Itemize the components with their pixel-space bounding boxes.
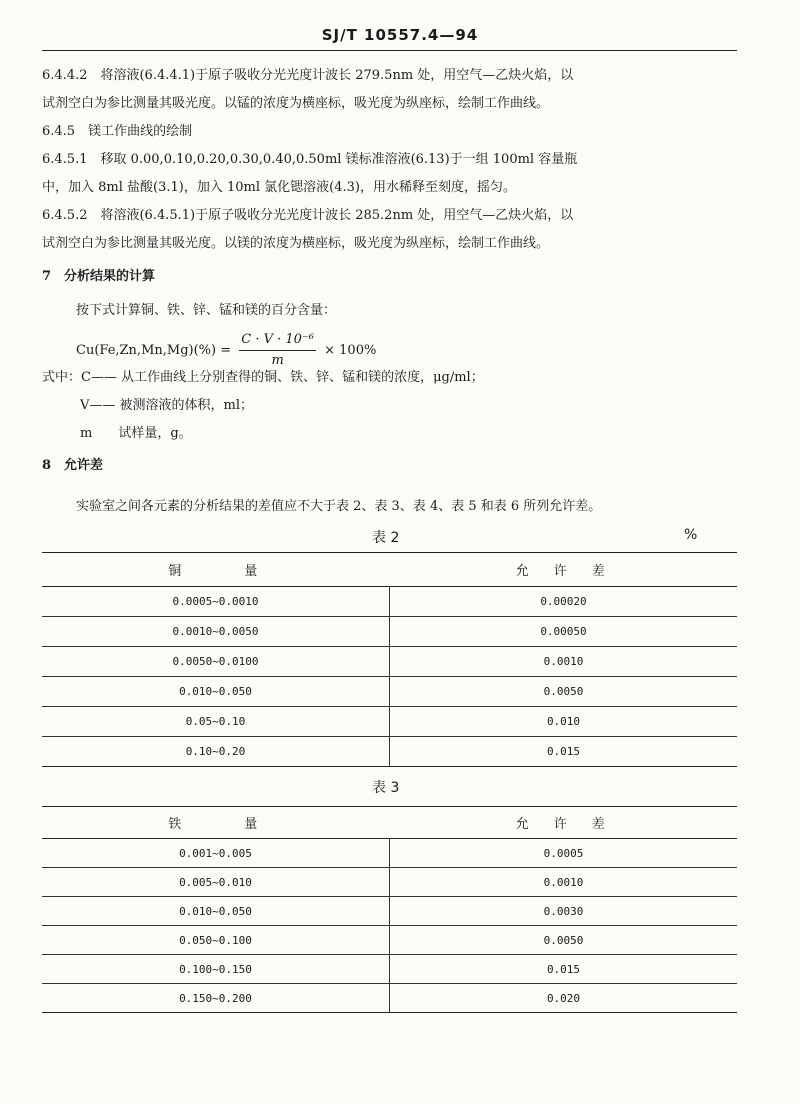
page-header: SJ/T 10557.4—94 (321, 26, 479, 44)
tolerance-cell: 0.010 (546, 715, 581, 728)
table-3-header-tolerance: 允 许 差 (515, 817, 611, 832)
table-row (42, 707, 737, 737)
formula-numerator: C · V · 10⁻⁶ (239, 330, 316, 351)
table-row (42, 737, 737, 767)
table-2-unit: % (684, 527, 698, 543)
tolerance-cell: 0.015 (546, 962, 581, 976)
tolerance-cell: 0.0030 (543, 904, 584, 918)
content-range-cell: 0.050~0.100 (42, 926, 390, 955)
tolerance-cell: 0.020 (546, 991, 581, 1005)
paragraph-6-4-4-2-cont: 试剂空白为参比测量其吸光度。以锰的浓度为横座标，吸光度为纵座标，绘制工作曲线。 (42, 96, 550, 111)
table-3-caption: 表 3 (372, 780, 400, 796)
paragraph-6-4-5-1-cont: 中，加入 8ml 盐酸(3.1)，加入 10ml 氯化锶溶液(4.3)，用水稀释至刻度，摇匀。 (42, 180, 516, 195)
table-row (42, 868, 737, 897)
tolerance-cell: 0.0010 (543, 655, 584, 668)
paragraph-6-4-5-1: 6.4.5.1 移取 0.00,0.10,0.20,0.30,0.40,0.50ml 镁标准溶液(6.13)于一组 100ml 容量瓶 (42, 152, 578, 167)
content-range-cell: 0.010~0.050 (42, 677, 390, 707)
content-range-cell: 0.0050~0.0100 (42, 647, 390, 677)
content-range-cell: 0.10~0.20 (42, 737, 390, 767)
table-2 (42, 552, 737, 767)
formula-where-m: m 试样量，g。 (80, 426, 192, 441)
formula-denominator: m (271, 353, 284, 368)
table-row (42, 926, 737, 955)
table-2-header-content: 铜 量 (168, 564, 264, 579)
heading-6-4-5: 6.4.5 镁工作曲线的绘制 (42, 124, 193, 139)
content-range-cell: 0.100~0.150 (42, 955, 390, 984)
content-range-cell: 0.05~0.10 (42, 707, 390, 737)
table-3-header-content: 铁 量 (168, 817, 264, 832)
tolerance-cell: 0.00020 (540, 595, 587, 608)
formula-where-c: 式中：C—— 从工作曲线上分别查得的铜、铁、锌、锰和镁的浓度，μg/ml； (42, 370, 484, 385)
header-rule (42, 50, 737, 51)
tolerance-cell: 0.00050 (540, 625, 587, 638)
formula-rhs: × 100% (324, 343, 377, 358)
formula-where-v: V—— 被测溶液的体积，ml； (80, 398, 254, 413)
content-range-cell: 0.0005~0.0010 (42, 587, 390, 617)
section-7-intro: 按下式计算铜、铁、锌、锰和镁的百分含量： (76, 303, 337, 318)
table-3 (42, 806, 737, 1013)
paragraph-6-4-5-2: 6.4.5.2 将溶液(6.4.5.1)于原子吸收分光光度计波长 285.2nm 处，用空气—乙炔火焰，以 (42, 208, 574, 223)
section-8-heading: 8 允许差 (42, 458, 104, 473)
paragraph-6-4-4-2: 6.4.4.2 将溶液(6.4.4.1)于原子吸收分光光度计波长 279.5nm 处，用空气—乙炔火焰，以 (42, 68, 574, 83)
content-range-cell: 0.001~0.005 (42, 839, 390, 868)
formula-lhs: Cu(Fe,Zn,Mn,Mg)(%) = (76, 343, 232, 358)
table-row (42, 955, 737, 984)
content-range-cell: 0.005~0.010 (42, 868, 390, 897)
content-range-cell: 0.0010~0.0050 (42, 617, 390, 647)
table-2-header-tolerance: 允 许 差 (515, 564, 611, 579)
table-2-caption: 表 2 (372, 530, 400, 546)
table-row (42, 677, 737, 707)
section-7-heading: 7 分析结果的计算 (42, 269, 156, 284)
table-row (42, 839, 737, 868)
content-range-cell: 0.010~0.050 (42, 897, 390, 926)
tolerance-cell: 0.0005 (543, 846, 584, 860)
tolerance-cell: 0.0050 (543, 685, 584, 698)
table-row (42, 587, 737, 617)
paragraph-6-4-5-2-cont: 试剂空白为参比测量其吸光度。以镁的浓度为横座标，吸光度为纵座标，绘制工作曲线。 (42, 236, 550, 251)
tolerance-cell: 0.0010 (543, 875, 584, 889)
table-row (42, 647, 737, 677)
table-row (42, 617, 737, 647)
tolerance-cell: 0.015 (546, 745, 581, 758)
section-8-intro: 实验室之间各元素的分析结果的差值应不大于表 2、表 3、表 4、表 5 和表 6 所列允许差。 (76, 499, 602, 514)
table-row (42, 984, 737, 1013)
content-range-cell: 0.150~0.200 (42, 984, 390, 1013)
tolerance-cell: 0.0050 (543, 933, 584, 947)
table-row (42, 897, 737, 926)
